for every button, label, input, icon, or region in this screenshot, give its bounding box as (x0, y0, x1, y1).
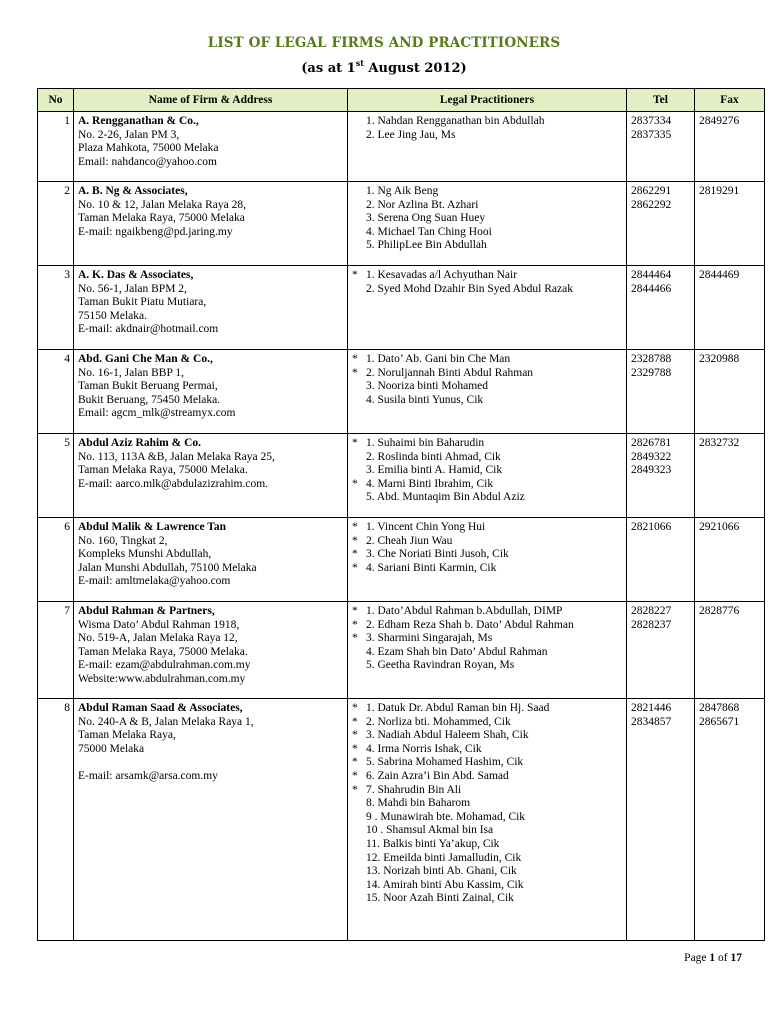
tel-cell (627, 350, 695, 434)
practitioner-marker: * (352, 783, 358, 796)
fax-number: 2849276 (699, 115, 740, 127)
practitioner-item (352, 199, 622, 213)
practitioner-name: 5. Geetha Ravindran Royan, Ms (366, 659, 515, 672)
tel-cell (627, 518, 695, 602)
firm-address-line: E-mail: ngaikbeng@pd.jaring.my (78, 225, 233, 238)
practitioner-name: 4. Marni Binti Ibrahim, Cik (366, 477, 494, 490)
firm-address-line: No. 113, 113A &B, Jalan Melaka Raya 25, (78, 450, 275, 463)
tel-number: 2329788 (631, 366, 672, 379)
practitioner-item (352, 548, 622, 562)
practitioners-cell (348, 434, 627, 518)
fax-number: 2320988 (699, 353, 740, 365)
practitioner-item (352, 115, 622, 129)
practitioner-name: 15. Noor Azah Binti Zainal, Cik (366, 892, 514, 905)
fax-number: 2847868 (699, 702, 740, 714)
table-row (38, 266, 765, 350)
practitioner-name: 4. Irma Norris Ishak, Cik (366, 742, 482, 755)
practitioner-name: 5. PhilipLee Bin Abdullah (366, 239, 487, 252)
tel-number: 2821446 (631, 702, 672, 714)
firm-address-line: Taman Bukit Beruang Permai, (78, 380, 218, 393)
practitioner-name: 7. Shahrudin Bin Ali (366, 783, 462, 796)
practitioner-item (352, 226, 622, 240)
practitioner-item (352, 879, 622, 893)
firm-address-line: Email: agcm_mlk@streamyx.com (78, 407, 236, 420)
practitioner-item (352, 824, 622, 838)
practitioner-marker: * (352, 366, 358, 379)
practitioner-item (352, 239, 622, 253)
row-number: 8 (38, 699, 74, 941)
header-no: No (38, 89, 74, 112)
firm-name: A. Rengganathan & Co., (78, 115, 199, 127)
firm-address-line: Jalan Munshi Abdullah, 75100 Melaka (78, 561, 257, 574)
table-row (38, 350, 765, 434)
row-number: 1 (38, 112, 74, 182)
tel-number: 2828237 (631, 618, 672, 631)
firms-table (37, 88, 765, 941)
practitioner-item (352, 838, 622, 852)
practitioner-item (352, 892, 622, 906)
footer-page-total: 17 (730, 952, 742, 964)
firm-address-line: Plaza Mahkota, 75000 Melaka (78, 142, 219, 155)
practitioner-marker: * (352, 769, 358, 782)
practitioners-cell (348, 518, 627, 602)
firm-address-line: No. 56-1, Jalan BPM 2, (78, 282, 187, 295)
firm-address-line: No. 240-A & B, Jalan Melaka Raya 1, (78, 715, 254, 728)
firm-cell (74, 518, 348, 602)
practitioner-item (352, 852, 622, 866)
footer-of-word: of (718, 952, 728, 964)
tel-number: 2862291 (631, 185, 672, 197)
practitioner-marker: * (352, 521, 358, 533)
practitioner-name: 1. Vincent Chin Yong Hui (366, 521, 486, 533)
tel-number: 2826781 (631, 437, 672, 449)
practitioner-item (352, 797, 622, 811)
firm-address-line: Taman Melaka Raya, 75000 Melaka. (78, 464, 248, 477)
document-heading (0, 34, 768, 78)
practitioners-cell (348, 602, 627, 699)
firm-address-line: Website:www.abdulrahman.com.my (78, 672, 246, 685)
practitioner-name: 2. Cheah Jiun Wau (366, 534, 453, 547)
practitioner-name: 1. Dato’ Ab. Gani bin Che Man (366, 353, 511, 365)
practitioner-item (352, 619, 622, 633)
practitioners-cell (348, 266, 627, 350)
tel-number: 2821066 (631, 521, 672, 533)
header-firm: Name of Firm & Address (74, 89, 348, 112)
practitioner-item (352, 491, 622, 505)
firm-cell (74, 699, 348, 941)
tel-cell (627, 699, 695, 941)
practitioner-name: 9 . Munawirah bte. Mohamad, Cik (366, 810, 526, 823)
practitioner-item (352, 367, 622, 381)
practitioner-item (352, 770, 622, 784)
fax-cell (695, 434, 765, 518)
practitioner-name: 4. Sariani Binti Karmin, Cik (366, 561, 497, 574)
practitioner-marker: * (352, 632, 358, 645)
fax-number: 2865671 (699, 715, 740, 728)
practitioners-cell (348, 112, 627, 182)
footer-page-number: 1 (709, 952, 716, 964)
practitioner-marker: * (352, 729, 358, 742)
fax-cell (695, 602, 765, 699)
practitioner-name: 11. Balkis binti Ya’akup, Cik (366, 837, 500, 850)
practitioner-item (352, 562, 622, 576)
tel-cell (627, 602, 695, 699)
firm-address-line: No. 10 & 12, Jalan Melaka Raya 28, (78, 198, 246, 211)
footer-page-word: Page (684, 952, 707, 964)
fax-cell (695, 518, 765, 602)
firm-address-line: E-mail: ezam@abdulrahman.com.my (78, 659, 251, 672)
practitioner-name: 10 . Shamsul Akmal bin Isa (366, 824, 494, 837)
tel-number: 2862292 (631, 198, 672, 211)
row-number: 4 (38, 350, 74, 434)
subtitle-superscript: st (355, 58, 364, 68)
practitioner-item (352, 535, 622, 549)
practitioner-item (352, 811, 622, 825)
tel-number: 2844466 (631, 282, 672, 295)
subtitle-prefix: (as at 1 (301, 61, 356, 76)
firm-cell (74, 350, 348, 434)
practitioner-marker: * (352, 742, 358, 755)
fax-cell (695, 112, 765, 182)
practitioner-item (352, 283, 622, 297)
practitioner-name: 1. Ng Aik Beng (366, 185, 439, 197)
firm-address-line: Taman Melaka Raya, 75000 Melaka (78, 212, 245, 225)
practitioner-item (352, 605, 622, 619)
practitioner-marker: * (352, 756, 358, 769)
practitioner-name: 2. Norliza bti. Mohammed, Cik (366, 715, 511, 728)
practitioner-item (352, 464, 622, 478)
row-number: 3 (38, 266, 74, 350)
table-row (38, 518, 765, 602)
fax-cell (695, 182, 765, 266)
practitioner-name: 2. Noruljannah Binti Abdul Rahman (366, 366, 534, 379)
document-title: LIST OF LEGAL FIRMS AND PRACTITIONERS (207, 35, 561, 51)
practitioner-name: 1. Nahdan Rengganathan bin Abdullah (366, 115, 545, 127)
firm-cell (74, 266, 348, 350)
practitioner-item (352, 743, 622, 757)
practitioner-marker: * (352, 548, 358, 561)
table-row (38, 699, 765, 941)
practitioner-name: 6. Zain Azra’i Bin Abd. Samad (366, 769, 509, 782)
practitioner-marker: * (352, 715, 358, 728)
practitioner-name: 3. Che Noriati Binti Jusoh, Cik (366, 548, 509, 561)
firm-cell (74, 434, 348, 518)
header-tel: Tel (627, 89, 695, 112)
practitioner-name: 5. Sabrina Mohamed Hashim, Cik (366, 756, 524, 769)
practitioner-name: 1. Suhaimi bin Baharudin (366, 437, 485, 449)
practitioner-name: 2. Roslinda binti Ahmad, Cik (366, 450, 501, 463)
tel-number: 2844464 (631, 269, 672, 281)
practitioner-item (352, 729, 622, 743)
practitioner-item (352, 437, 622, 451)
practitioner-item (352, 353, 622, 367)
practitioner-marker: * (352, 477, 358, 490)
practitioner-item (352, 659, 622, 673)
practitioner-item (352, 716, 622, 730)
firm-address-line: No. 16-1, Jalan BBP 1, (78, 366, 184, 379)
firm-name: Abdul Raman Saad & Associates, (78, 702, 243, 714)
practitioner-item (352, 784, 622, 798)
fax-number: 2832732 (699, 437, 740, 449)
firm-name: Abdul Malik & Lawrence Tan (78, 521, 227, 533)
practitioner-item (352, 702, 622, 716)
subtitle-suffix: August 2012) (363, 61, 467, 76)
tel-number: 2837334 (631, 115, 672, 127)
tel-number: 2828227 (631, 605, 672, 617)
practitioner-item (352, 185, 622, 199)
table-row (38, 182, 765, 266)
row-number: 5 (38, 434, 74, 518)
fax-number: 2921066 (699, 521, 740, 533)
practitioner-marker: * (352, 618, 358, 631)
practitioner-name: 2. Syed Mohd Dzahir Bin Syed Abdul Razak (366, 282, 573, 295)
practitioner-marker: * (352, 702, 358, 714)
practitioner-name: 3. Serena Ong Suan Huey (366, 212, 486, 225)
firm-cell (74, 602, 348, 699)
practitioner-item (352, 212, 622, 226)
fax-cell (695, 266, 765, 350)
practitioner-name: 3. Emilia binti A. Hamid, Cik (366, 464, 503, 477)
practitioner-name: 2. Edham Reza Shah b. Dato’ Abdul Rahman (366, 618, 574, 631)
firm-address-line: Taman Melaka Raya, 75000 Melaka. (78, 645, 248, 658)
row-number: 6 (38, 518, 74, 602)
page-footer (684, 952, 742, 964)
tel-number: 2837335 (631, 128, 672, 141)
row-number: 2 (38, 182, 74, 266)
practitioner-item (352, 521, 622, 535)
tel-number: 2328788 (631, 353, 672, 365)
firm-address-line: No. 2-26, Jalan PM 3, (78, 128, 180, 141)
table-row (38, 112, 765, 182)
practitioner-name: 5. Abd. Muntaqim Bin Abdul Aziz (366, 491, 525, 504)
practitioner-name: 8. Mahdi bin Baharom (366, 797, 471, 810)
firm-address-line: E-mail: arsamk@arsa.com.my (78, 769, 218, 782)
tel-cell (627, 266, 695, 350)
table-row (38, 602, 765, 699)
firm-address-line: E-mail: akdnair@hotmail.com (78, 323, 219, 336)
firm-name: Abdul Aziz Rahim & Co. (78, 437, 201, 449)
practitioner-name: 1. Kesavadas a/l Achyuthan Nair (366, 269, 518, 281)
practitioner-marker: * (352, 269, 358, 281)
practitioner-name: 13. Norizah binti Ab. Ghani, Cik (366, 865, 517, 878)
firm-address-line: Taman Melaka Raya, (78, 729, 176, 742)
firm-address-line: 75150 Melaka. (78, 309, 147, 322)
firm-cell (74, 112, 348, 182)
practitioner-marker: * (352, 561, 358, 574)
practitioner-marker: * (352, 605, 358, 617)
tel-cell (627, 434, 695, 518)
firm-address-line: No. 519-A, Jalan Melaka Raya 12, (78, 632, 238, 645)
fax-number: 2819291 (699, 185, 740, 197)
practitioner-name: 4. Ezam Shah bin Dato’ Abdul Rahman (366, 645, 548, 658)
fax-cell (695, 699, 765, 941)
practitioner-item (352, 380, 622, 394)
header-fax: Fax (695, 89, 765, 112)
practitioner-name: 3. Nooriza binti Mohamed (366, 380, 489, 393)
firm-address-line: E-mail: amltmelaka@yahoo.com (78, 575, 231, 588)
practitioner-marker: * (352, 437, 358, 449)
practitioner-item (352, 451, 622, 465)
table-body (38, 112, 765, 941)
table-header-row (38, 89, 765, 112)
practitioner-item (352, 756, 622, 770)
practitioners-cell (348, 350, 627, 434)
firm-address-line: Bukit Beruang, 75450 Melaka. (78, 393, 221, 406)
firm-address-line: Email: nahdanco@yahoo.com (78, 155, 217, 168)
tel-cell (627, 112, 695, 182)
firm-name: A. K. Das & Associates, (78, 269, 194, 281)
practitioner-marker: * (352, 353, 358, 365)
practitioners-cell (348, 699, 627, 941)
firm-name: Abdul Rahman & Partners, (78, 605, 215, 617)
firm-address-line: Kompleks Munshi Abdullah, (78, 548, 212, 561)
tel-number: 2834857 (631, 715, 672, 728)
practitioner-name: 4. Michael Tan Ching Hooi (366, 225, 492, 238)
practitioner-item (352, 269, 622, 283)
practitioner-name: 4. Susila binti Yunus, Cik (366, 393, 484, 406)
firm-address-line: Taman Bukit Piatu Mutiara, (78, 296, 207, 309)
firm-address-line (78, 756, 343, 770)
fax-cell (695, 350, 765, 434)
practitioner-name: 3. Nadiah Abdul Haleem Shah, Cik (366, 729, 529, 742)
firm-name: Abd. Gani Che Man & Co., (78, 353, 213, 365)
header-practitioners: Legal Practitioners (348, 89, 627, 112)
tel-cell (627, 182, 695, 266)
firm-address-line: No. 160, Tingkat 2, (78, 534, 168, 547)
document-subtitle (0, 54, 768, 78)
practitioner-name: 2. Lee Jing Jau, Ms (366, 128, 456, 141)
fax-number: 2844469 (699, 269, 740, 281)
firm-address-line: E-mail: aarco.mlk@abdulazizrahim.com. (78, 477, 269, 490)
practitioner-name: 1. Datuk Dr. Abdul Raman bin Hj. Saad (366, 702, 550, 714)
tel-number: 2849322 (631, 450, 672, 463)
table-row (38, 434, 765, 518)
practitioner-name: 12. Emeilda binti Jamalludin, Cik (366, 851, 522, 864)
firm-address-line: 75000 Melaka (78, 742, 145, 755)
practitioner-name: 2. Nor Azlina Bt. Azhari (366, 198, 479, 211)
practitioner-name: 3. Sharmini Singarajah, Ms (366, 632, 493, 645)
practitioner-name: 14. Amirah binti Abu Kassim, Cik (366, 878, 524, 891)
practitioners-cell (348, 182, 627, 266)
firm-name: A. B. Ng & Associates, (78, 185, 188, 197)
tel-number: 2849323 (631, 464, 672, 477)
row-number: 7 (38, 602, 74, 699)
fax-number: 2828776 (699, 605, 740, 617)
practitioner-name: 1. Dato’Abdul Rahman b.Abdullah, DIMP (366, 605, 563, 617)
practitioner-item (352, 478, 622, 492)
practitioner-item (352, 632, 622, 646)
firm-cell (74, 182, 348, 266)
practitioner-item (352, 394, 622, 408)
practitioner-item (352, 129, 622, 143)
practitioner-item (352, 646, 622, 660)
practitioner-item (352, 865, 622, 879)
practitioner-marker: * (352, 534, 358, 547)
firm-address-line: Wisma Dato’ Abdul Rahman 1918, (78, 618, 240, 631)
